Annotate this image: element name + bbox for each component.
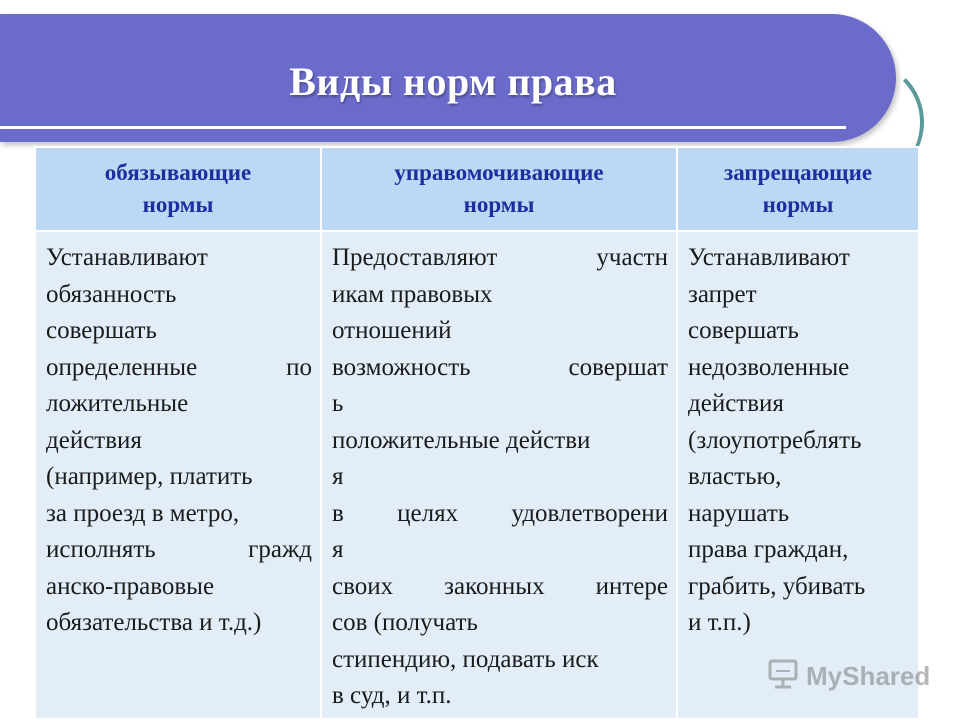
table-header-row (35, 147, 919, 231)
cell-text-line: я (332, 536, 344, 563)
cell-text-line: нарушать (688, 499, 790, 527)
cell-text-line: в суд, и т.п. (332, 682, 452, 709)
cell-text-line: положительные действи (332, 426, 591, 454)
cell-text-line: икам правовых (332, 280, 493, 308)
cell-text-line: (например, платить (46, 463, 253, 490)
cell-text-line: обязательства и т.д.) (46, 609, 262, 636)
cell-text-line: за проезд в метро, (46, 499, 240, 527)
banner-underline (0, 126, 846, 129)
watermark (766, 656, 930, 696)
header-line: нормы (463, 192, 535, 217)
presentation-icon (766, 657, 800, 696)
cell-text-line: недозволенные (688, 353, 850, 381)
header-obligating-norms (35, 147, 321, 231)
cell-text-line: (злоупотреблять (688, 426, 862, 454)
cell-text-line: сов (получать (332, 609, 478, 636)
cell-empowering-description (321, 231, 677, 719)
header-line: управомочивающие (394, 160, 604, 185)
cell-text-line: стипендию, подавать иск (332, 645, 599, 673)
header-prohibiting-norms (677, 147, 919, 231)
header-line: нормы (142, 192, 214, 217)
cell-text-line: анско-правовые (46, 572, 215, 600)
cell-text-line: ь (332, 390, 344, 417)
cell-text-line: права граждан, (688, 536, 849, 563)
header-line: обязывающие (104, 160, 252, 185)
cell-text-line: действия (688, 390, 784, 417)
cell-text-line: запрет (688, 280, 757, 308)
cell-text-line: ложительные (46, 390, 189, 417)
cell-text-line: действия (46, 426, 142, 454)
cell-text-line: своих законных интере (332, 572, 668, 600)
slide-title: Виды норм права (289, 59, 617, 104)
cell-text-line: определенные по (46, 353, 312, 381)
header-empowering-norms (321, 147, 677, 231)
cell-text-line: совершать (46, 317, 157, 344)
cell-prohibiting-description (677, 231, 919, 719)
header-line: нормы (762, 192, 834, 217)
table-body-row (35, 231, 919, 719)
watermark-text: MyShared (806, 660, 931, 691)
cell-text-line: я (332, 463, 344, 490)
cell-text-line: возможность совершат (332, 353, 668, 381)
cell-text-line: исполнять гражд (46, 536, 312, 563)
cell-text-line: Предоставляют участн (332, 244, 668, 271)
cell-text-line: Устанавливают (46, 244, 208, 271)
cell-text-line: Устанавливают (688, 244, 850, 271)
cell-text-line: грабить, убивать (688, 572, 866, 600)
header-line: запрещающие (723, 160, 873, 185)
cell-text-line: и т.п.) (688, 609, 751, 636)
cell-text-line: властью, (688, 463, 782, 490)
cell-text-line: в целях удовлетворени (332, 499, 668, 527)
cell-text-line: совершать (688, 317, 799, 344)
cell-text-line: обязанность (46, 280, 177, 308)
cell-obligating-description (35, 231, 321, 719)
cell-text-line: отношений (332, 317, 452, 344)
norms-table (34, 146, 920, 720)
